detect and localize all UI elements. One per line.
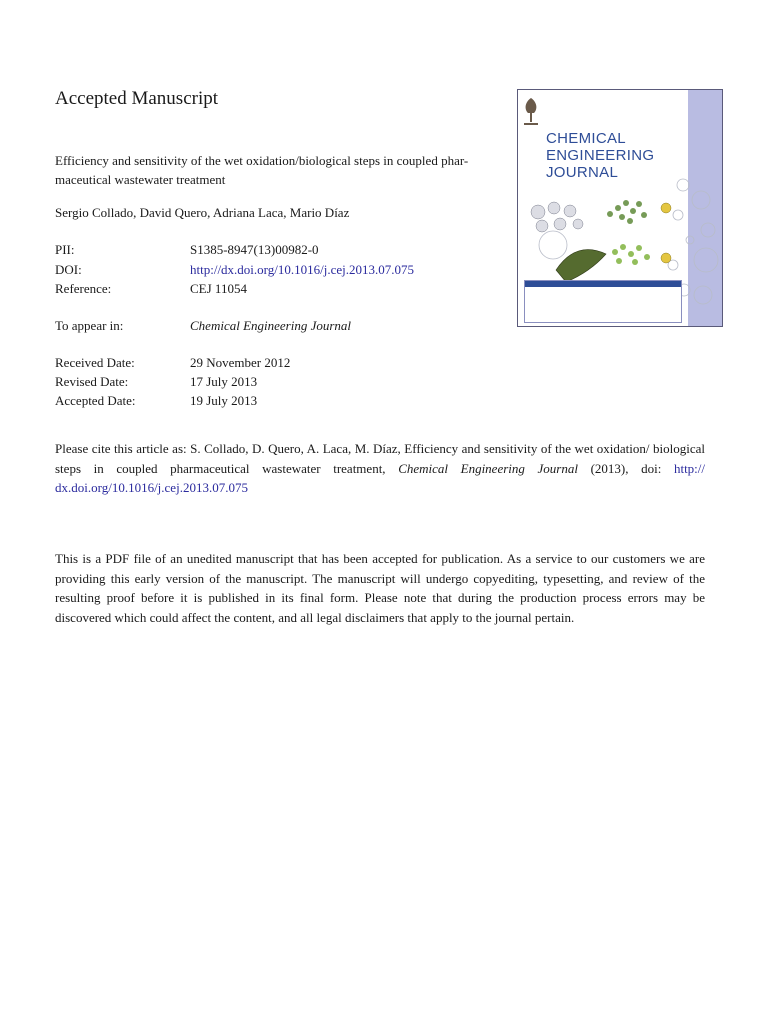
reference-value: CEJ 11054 <box>190 281 247 296</box>
doi-label: DOI: <box>55 262 82 277</box>
received-date-value: 29 November 2012 <box>190 355 291 370</box>
article-title <box>55 151 505 189</box>
pii-label: PII: <box>55 242 75 257</box>
doi-link[interactable]: http://dx.doi.org/10.1016/j.cej.2013.07.075 <box>190 262 415 277</box>
article-title-line-2: maceutical wastewater treatment <box>55 172 226 187</box>
revised-date-label: Revised Date: <box>55 374 129 389</box>
received-date-label: Received Date: <box>55 355 135 370</box>
citation-journal: Chemical Engineering Journal <box>398 460 578 476</box>
citation-text: biological steps in coupled pharmaceutical wastewater treatment, <box>55 441 706 476</box>
cover-journal-line-3: JOURNAL <box>546 164 619 181</box>
disclaimer-paragraph: This is a PDF file of an unedited manuscript that has been accepted for publication. As a service to our customers we are providing this early version of the manuscript. The manuscript will undergo copyediting, typesetting, and review of the resulting proof before it is published in its final form. Please note that during the production process errors may be discovered which could affect the content, and all legal disclaimers that apply to the journal pertain. <box>55 551 705 625</box>
cover-journal-title <box>546 130 686 181</box>
citation-year-doi: (2013), doi: <box>577 460 674 476</box>
author-list: Sergio Collado, David Quero, Adriana Laca, Mario Díaz <box>55 205 350 220</box>
citation-doi-link-end[interactable]: dx.doi.org/10.1016/j.cej.2013.07.075 <box>55 480 248 495</box>
journal-cover-image <box>517 89 723 327</box>
citation-doi-link-start[interactable]: http:// <box>673 460 706 476</box>
elsevier-tree-logo <box>522 94 540 128</box>
article-title-line-1: Efficiency and sensitivity of the wet oxidation/biological steps in coupled phar- <box>55 153 469 168</box>
reference-label: Reference: <box>55 281 112 296</box>
accepted-date-label: Accepted Date: <box>55 393 136 408</box>
cover-featured-box <box>524 280 682 323</box>
page-title: Accepted Manuscript <box>55 88 219 109</box>
citation-line-1: Please cite this article as: S. Collado, D. Quero, A. Laca, M. Díaz, Efficiency and sensitivity of the wet oxidation/ <box>55 441 650 456</box>
cover-featured-header <box>525 281 681 287</box>
journal-name: Chemical Engineering Journal <box>190 318 352 333</box>
appear-in-label: To appear in: <box>55 318 124 333</box>
accepted-date-value: 19 July 2013 <box>190 393 258 408</box>
cover-journal-line-2: ENGINEERING <box>546 147 655 164</box>
cover-journal-line-1: CHEMICAL <box>546 130 626 147</box>
citation-paragraph <box>55 439 705 498</box>
pii-value: S1385-8947(13)00982-0 <box>190 242 319 257</box>
revised-date-value: 17 July 2013 <box>190 374 258 389</box>
